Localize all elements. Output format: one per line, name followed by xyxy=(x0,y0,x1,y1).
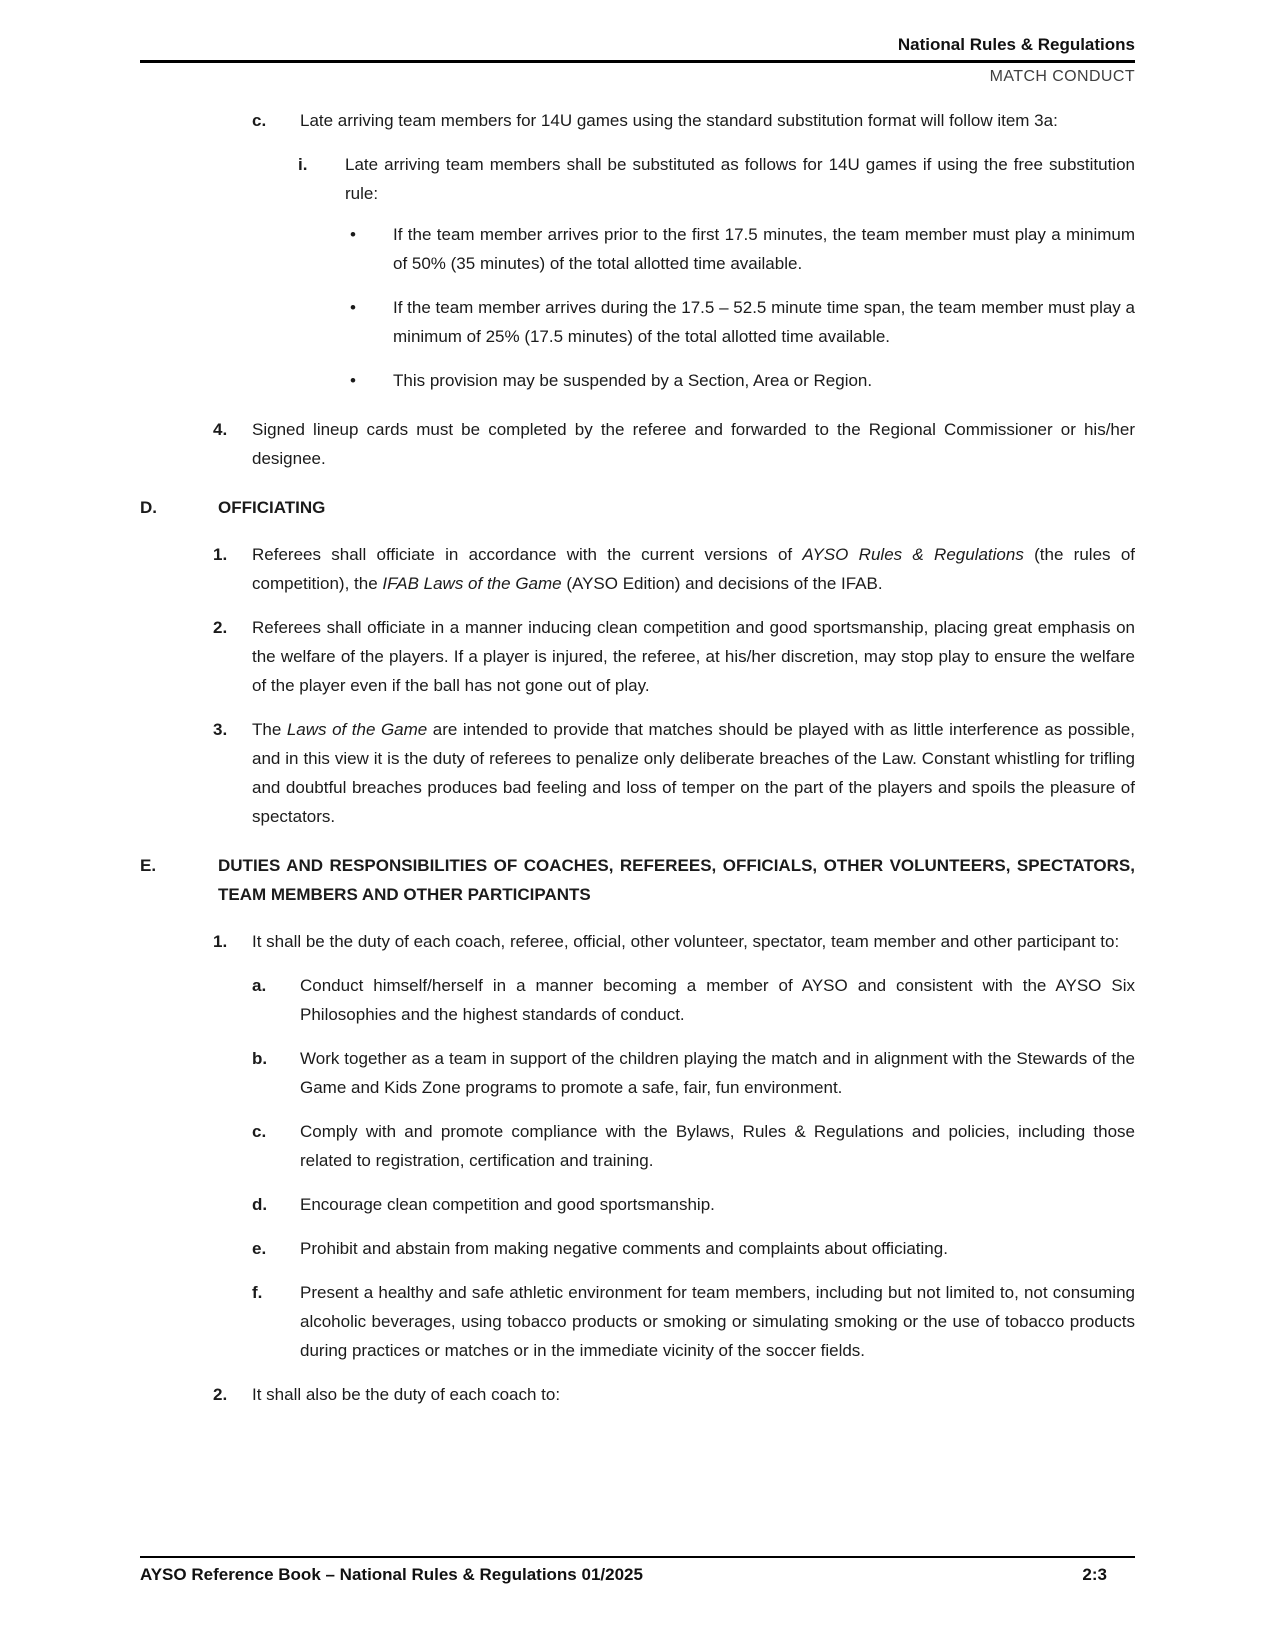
list-item-f xyxy=(252,1278,1135,1365)
list-item-d2 xyxy=(213,613,1135,700)
text-run: The xyxy=(252,720,287,739)
section-label: E. xyxy=(140,856,157,875)
bullet-text: If the team member arrives during the 17.5 – 52.5 minute time span, the team member must play a minimum of 25% (17.5 minutes) of the total allotted time available. xyxy=(393,298,1135,346)
list-item-text: It shall be the duty of each coach, referee, official, other volunteer, spectator, team member and other participant to: xyxy=(252,932,1120,951)
list-item-d1 xyxy=(213,540,1135,598)
list-item-label: 4. xyxy=(213,420,228,439)
list-item-e2 xyxy=(213,1380,1135,1409)
footer-row xyxy=(140,1558,1135,1585)
section-title: OFFICIATING xyxy=(218,498,326,517)
list-item-text: Late arriving team members shall be substituted as follows for 14U games if using the free substitution rule: xyxy=(345,155,1135,203)
text-run-italic: AYSO Rules & Regulations xyxy=(802,545,1024,564)
text-run: Referees shall officiate in accordance with the current versions of xyxy=(252,545,803,564)
list-item-e xyxy=(252,1234,1135,1263)
list-item-label: a. xyxy=(252,976,267,995)
list-item-i xyxy=(298,150,1135,208)
bullet-item xyxy=(350,220,1135,278)
document-body xyxy=(140,106,1135,1409)
page-footer xyxy=(140,1556,1135,1585)
list-item-text: Late arriving team members for 14U games using the standard substitution format will follow item 3a: xyxy=(300,111,1058,130)
list-item-e1 xyxy=(213,927,1135,956)
list-item-label: i. xyxy=(298,155,308,174)
list-item-label: e. xyxy=(252,1239,267,1258)
list-item-label: c. xyxy=(252,1122,267,1141)
list-item-c xyxy=(252,106,1135,135)
section-heading-d xyxy=(140,493,1135,522)
list-item-label: c. xyxy=(252,111,267,130)
text-run: (the rules of competition), the xyxy=(252,545,1135,593)
list-item-label: 2. xyxy=(213,618,228,637)
list-item-text xyxy=(252,540,1135,598)
text-run: (AYSO Edition) and decisions of the IFAB. xyxy=(561,574,883,593)
list-item-text: It shall also be the duty of each coach to: xyxy=(252,1385,561,1404)
list-item-text: Encourage clean competition and good sportsmanship. xyxy=(300,1195,715,1214)
list-item-text: Work together as a team in support of the children playing the match and in alignment with the Stewards of the Game and Kids Zone programs to promote a safe, fair, fun environment. xyxy=(300,1049,1135,1097)
list-item-label: 1. xyxy=(213,932,228,951)
list-item-text: Conduct himself/herself in a manner becoming a member of AYSO and consistent with the AYSO Six Philosophies and the highest standards of conduct. xyxy=(300,976,1135,1024)
section-label: D. xyxy=(140,498,157,517)
list-item-label: 1. xyxy=(213,545,228,564)
list-item-label: f. xyxy=(252,1283,263,1302)
header-title: National Rules & Regulations xyxy=(897,35,1135,54)
list-item-text xyxy=(252,613,1135,700)
header-rule xyxy=(140,60,1135,63)
bullet-icon: • xyxy=(350,371,356,390)
bullet-text: This provision may be suspended by a Section, Area or Region. xyxy=(393,371,873,390)
list-item-label: d. xyxy=(252,1195,268,1214)
list-item-text: Comply with and promote compliance with the Bylaws, Rules & Regulations and policies, including those related to registration, certification and training. xyxy=(300,1122,1135,1170)
text-run-italic: IFAB Laws of the Game xyxy=(382,574,562,593)
page-header xyxy=(140,0,1135,86)
bullet-item xyxy=(350,366,1135,395)
list-item-text: Present a healthy and safe athletic environment for team members, including but not limited to, not consuming alcoholic beverages, using tobacco products or smoking or simulating smoking or the use of tobacco products during practices or matches or in the immediate vicinity of the soccer fields. xyxy=(300,1283,1135,1360)
list-item-b xyxy=(252,1044,1135,1102)
list-item-d3 xyxy=(213,715,1135,831)
text-run: Referees shall officiate in a manner inducing clean competition and good sportsmanship, placing great emphasis on the welfare of the players. If a player is injured, the referee, at his/her discretion, may stop play to ensure the welfare of the player even if the ball has not gone out of play. xyxy=(252,618,1135,695)
footer-document-title: AYSO Reference Book – National Rules & Regulations 01/2025 xyxy=(140,1565,643,1584)
bullet-item xyxy=(350,293,1135,351)
list-item-label: b. xyxy=(252,1049,268,1068)
list-item-4 xyxy=(213,415,1135,473)
list-item-text: Signed lineup cards must be completed by the referee and forwarded to the Regional Commissioner or his/her designee. xyxy=(252,420,1135,468)
list-item-a xyxy=(252,971,1135,1029)
list-item-text: Prohibit and abstain from making negative comments and complaints about officiating. xyxy=(300,1239,948,1258)
list-item-c2 xyxy=(252,1117,1135,1175)
text-run: are intended to provide that matches should be played with as little interference as possible, and in this view it is the duty of referees to penalize only deliberate breaches of the Law. Constant whistling for trifling and doubtful breaches produces bad feeling and loss of temper on the part of the players and spoils the pleasure of spectators. xyxy=(252,720,1135,826)
list-item-label: 2. xyxy=(213,1385,228,1404)
text-run-italic: Laws of the Game xyxy=(286,720,428,739)
section-title: DUTIES AND RESPONSIBILITIES OF COACHES, REFEREES, OFFICIALS, OTHER VOLUNTEERS, SPECTATORS, TEAM MEMBERS AND OTHER PARTICIPANTS xyxy=(218,856,1135,904)
list-item-d xyxy=(252,1190,1135,1219)
section-heading-e xyxy=(140,851,1135,909)
header-subtitle: MATCH CONDUCT xyxy=(989,68,1135,85)
page-number: 2:3 xyxy=(1082,1565,1107,1584)
bullet-icon: • xyxy=(350,298,356,317)
bullet-text: If the team member arrives prior to the first 17.5 minutes, the team member must play a minimum of 50% (35 minutes) of the total allotted time available. xyxy=(393,225,1135,273)
list-item-text xyxy=(252,715,1135,831)
list-item-label: 3. xyxy=(213,720,228,739)
bullet-icon: • xyxy=(350,225,356,244)
